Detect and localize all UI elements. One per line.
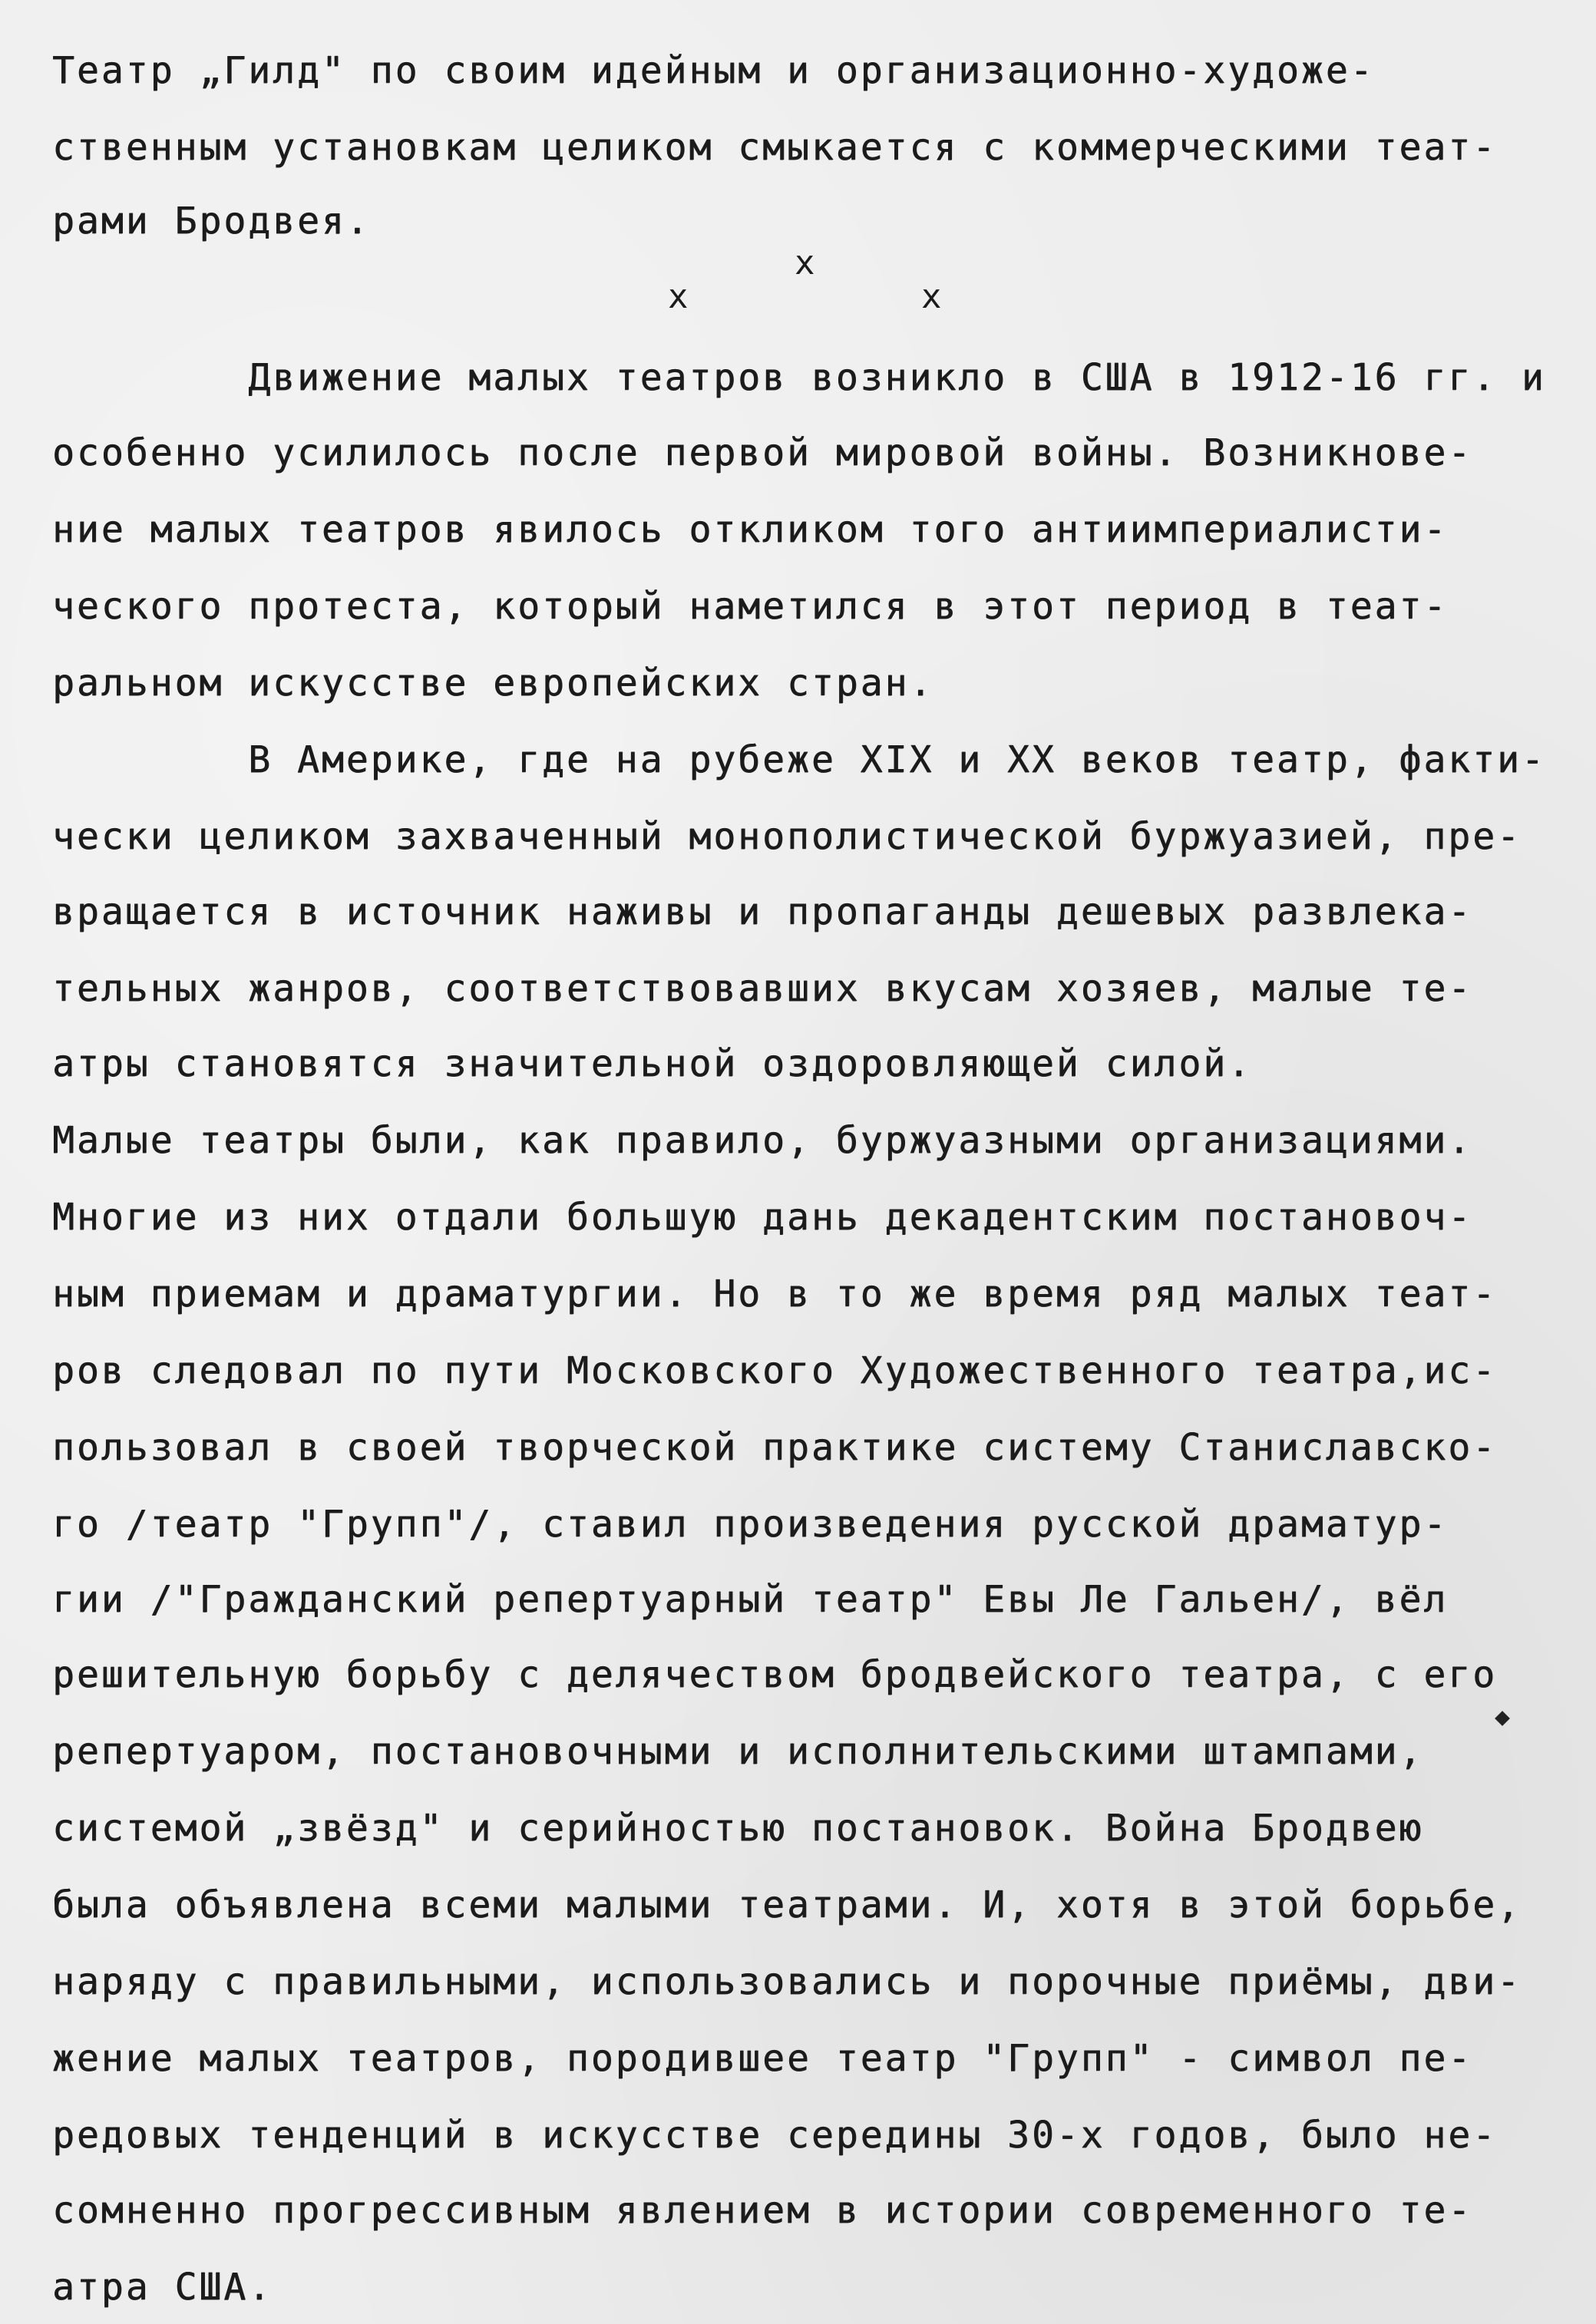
text-line: ческого протеста, который наметился в этот период в теат-: [52, 585, 1449, 628]
section-separator-mark: х: [668, 277, 689, 316]
text-line: редовых тенденций в искусстве середины 30-х годов, было не-: [52, 2114, 1498, 2157]
text-line: особенно усилилось после первой мировой войны. Возникнове-: [52, 431, 1473, 474]
text-line: репертуаром, постановочными и исполнительскими штампами,: [52, 1730, 1424, 1773]
text-line: сомненно прогрессивным явлением в истории современного те-: [52, 2189, 1473, 2232]
section-separator-mark: х: [921, 277, 942, 316]
text-line: вращается в источник наживы и пропаганды дешевых развлека-: [52, 890, 1473, 933]
text-line: рами Бродвея.: [52, 200, 371, 243]
text-line: ральном искусстве европейских стран.: [52, 662, 934, 705]
text-line: чески целиком захваченный монополистической буржуазией, пре-: [52, 815, 1522, 858]
text-line: наряду с правильными, использовались и порочные приёмы, дви-: [52, 1960, 1522, 2003]
text-line: системой „звёзд" и серийностью постановок. Война Бродвею: [52, 1807, 1424, 1850]
text-line: была объявлена всеми малыми театрами. И, хотя в этой борьбе,: [52, 1883, 1522, 1926]
text-line: ным приемам и драматургии. Но в то же время ряд малых теат-: [52, 1273, 1498, 1316]
text-line: Многие из них отдали большую дань декадентским постановоч-: [52, 1196, 1473, 1239]
text-line: ственным установкам целиком смыкается с коммерческими теат-: [52, 126, 1498, 169]
text-line: гии /"Гражданский репертуарный театр" Евы Ле Гальен/, вёл: [52, 1578, 1449, 1621]
text-line: тельных жанров, соответствовавших вкусам хозяев, малые те-: [52, 967, 1473, 1010]
text-line: атра США.: [52, 2266, 273, 2309]
text-line: Малые театры были, как правило, буржуазными организациями.: [52, 1119, 1473, 1162]
text-line: пользовал в своей творческой практике систему Станиславско-: [52, 1426, 1498, 1469]
text-line: ние малых театров явилось откликом того антиимпериалисти-: [52, 508, 1449, 551]
text-line: атры становятся значительной оздоровляющей силой.: [52, 1042, 1253, 1085]
text-line: В Америке, где на рубеже XIX и XX веков театр, факти-: [52, 738, 1546, 781]
text-line: Театр „Гилд" по своим идейным и организационно-художе-: [52, 49, 1375, 92]
text-line: жение малых театров, породившее театр "Групп" - символ пе-: [52, 2037, 1473, 2080]
ink-blot: [1495, 1711, 1510, 1726]
section-separator-mark: х: [795, 243, 815, 282]
text-line: решительную борьбу с делячеством бродвейского театра, с его: [52, 1653, 1498, 1696]
text-line: ров следовал по пути Московского Художественного театра,ис-: [52, 1349, 1498, 1392]
text-line: Движение малых театров возникло в США в 1912-16 гг. и: [52, 356, 1546, 399]
text-line: го /театр "Групп"/, ставил произведения русской драматур-: [52, 1503, 1449, 1546]
